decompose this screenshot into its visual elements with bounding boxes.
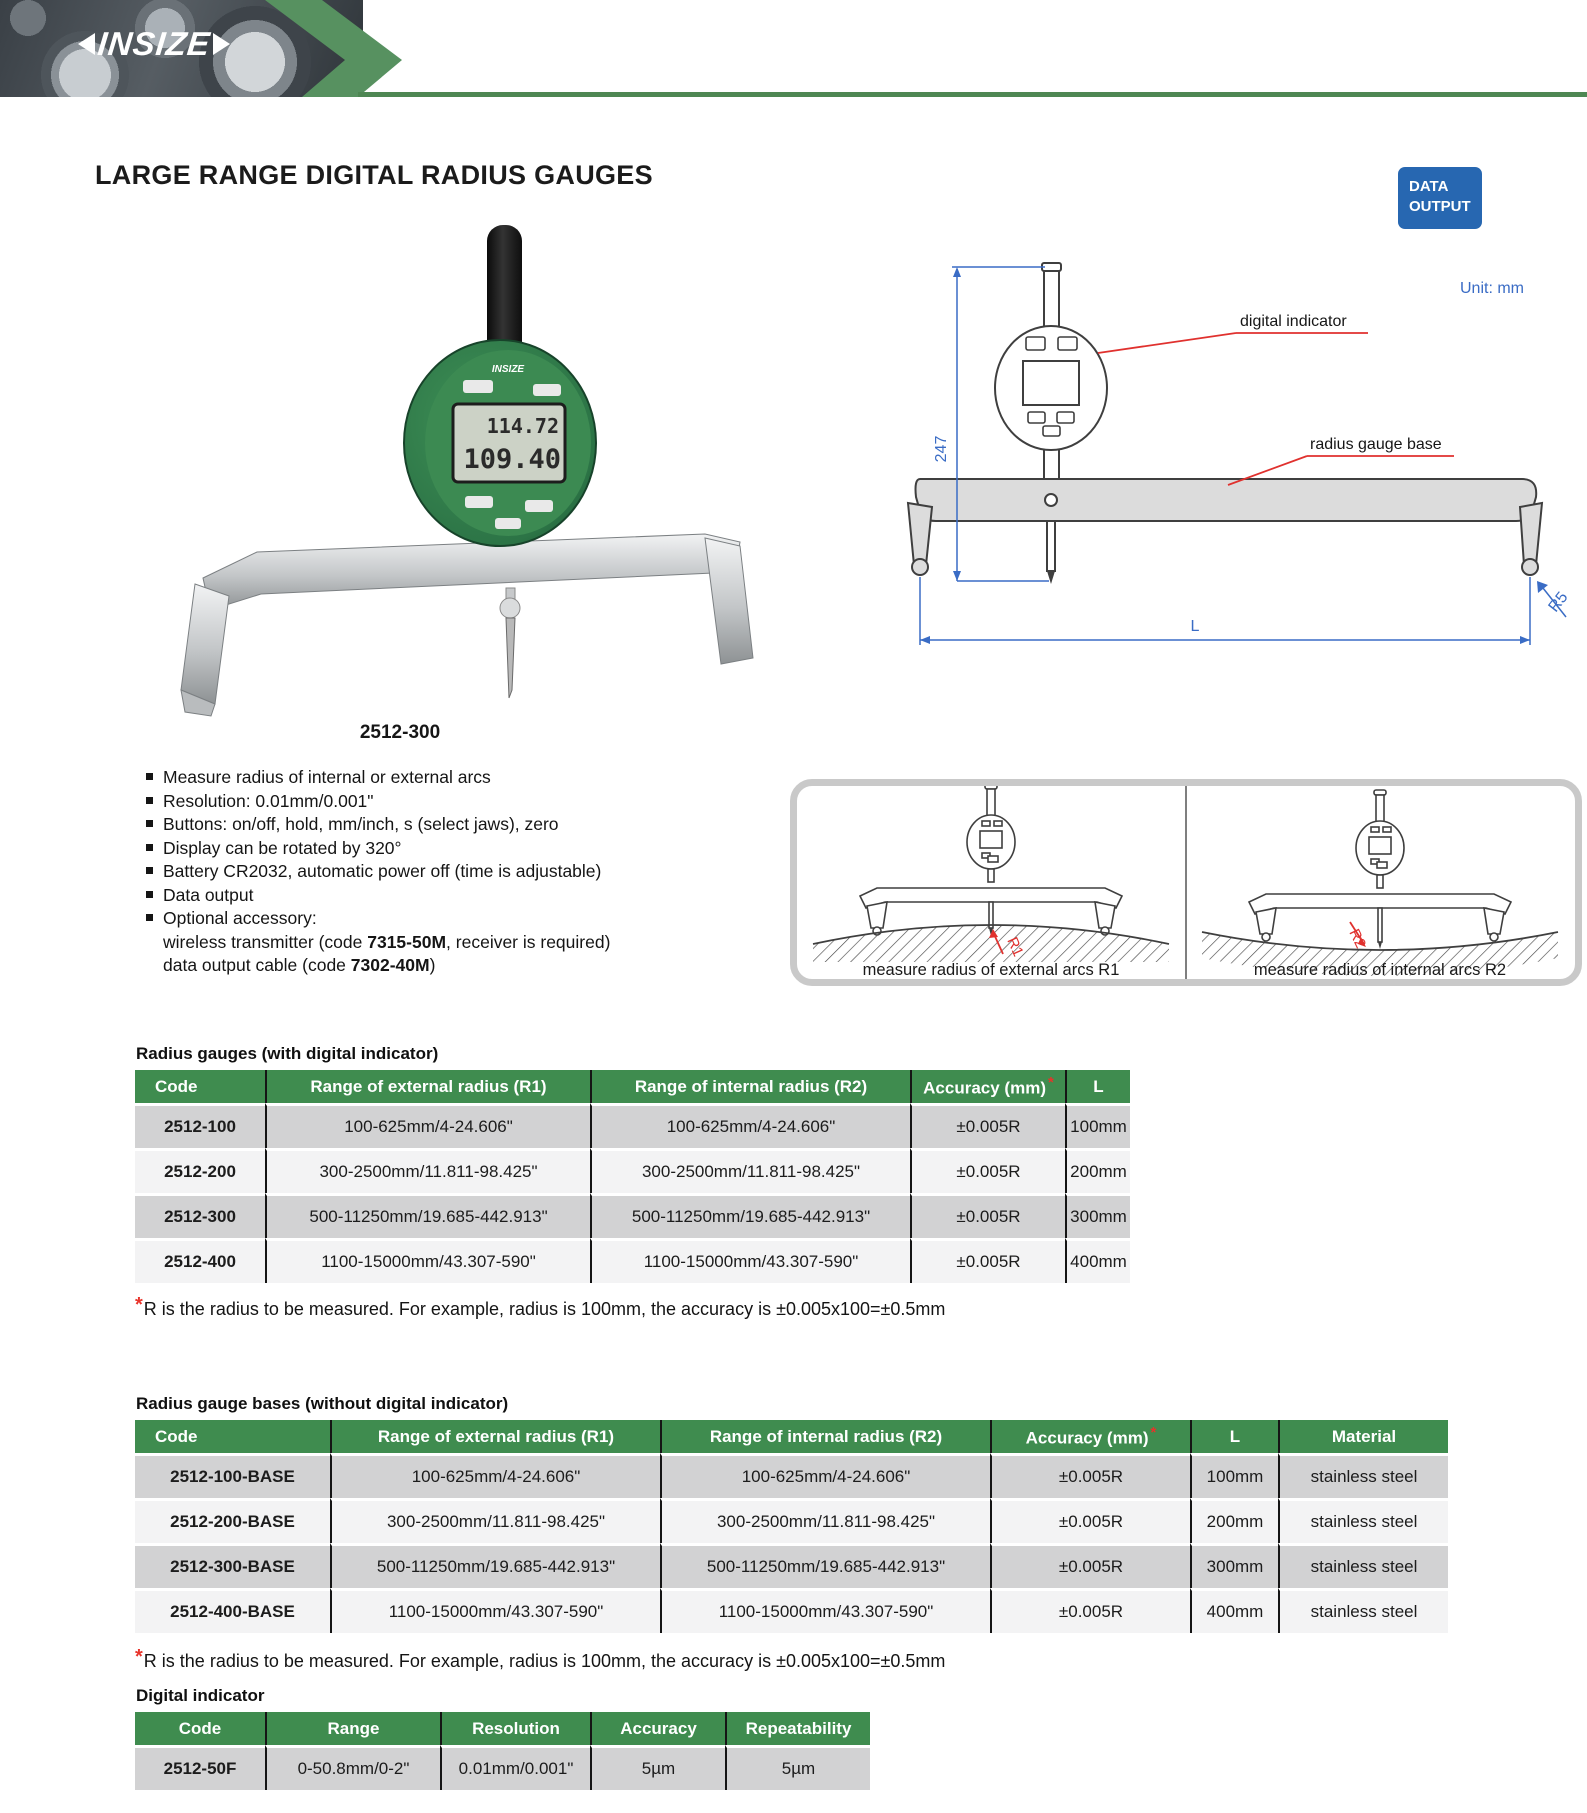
indicator-button <box>495 518 521 529</box>
feature-bullets <box>146 766 786 931</box>
internal-arc-panel <box>1202 790 1558 979</box>
gauges-footnote <box>135 1294 945 1320</box>
digital-indicator-head <box>404 340 596 546</box>
badge-line1: DATA <box>1409 178 1449 195</box>
table-cell: 1100-15000mm/43.307-590" <box>330 1588 660 1633</box>
base-label: radius gauge base <box>1310 436 1442 453</box>
badge-line2: OUTPUT <box>1409 198 1471 215</box>
bullet-square-icon <box>146 891 153 898</box>
table-row <box>135 1103 1130 1148</box>
table-cell: stainless steel <box>1278 1498 1448 1543</box>
height-dim-value: 247 <box>933 435 950 463</box>
table-cell: ±0.005R <box>990 1498 1190 1543</box>
column-header: Range of internal radius (R2) <box>590 1070 910 1103</box>
feature-item <box>146 860 786 884</box>
column-header: Resolution <box>440 1712 590 1745</box>
code-cell: 2512-300 <box>135 1193 265 1238</box>
code-cell: 2512-100 <box>135 1103 265 1148</box>
table-row <box>135 1543 1448 1588</box>
column-header: Range of external radius (R1) <box>330 1420 660 1453</box>
table-cell: 500-11250mm/19.685-442.913" <box>660 1543 990 1588</box>
table-cell: ±0.005R <box>910 1193 1065 1238</box>
feature-item <box>146 813 786 837</box>
unit-label: Unit: mm <box>1460 280 1524 297</box>
table-cell: stainless steel <box>1278 1453 1448 1498</box>
footnote-star: * <box>135 1646 143 1668</box>
column-header: Code <box>135 1420 330 1453</box>
feature-item <box>146 837 786 861</box>
usage-diagrams <box>797 786 1575 979</box>
code-cell: 2512-200-BASE <box>135 1498 330 1543</box>
accessory-code: 7315-50M <box>367 931 447 952</box>
column-header: Material <box>1278 1420 1448 1453</box>
base-callout <box>1228 436 1454 485</box>
bullet-square-icon <box>146 797 153 804</box>
footnote-text: R is the radius to be measured. For example, radius is 100mm, the accuracy is ±0.005x100=±0.5mm <box>143 1299 946 1319</box>
bullet-square-icon <box>146 844 153 851</box>
gauges-table-section <box>135 1044 1130 1283</box>
product-code-caption: 2512-300 <box>359 722 441 743</box>
column-header: L <box>1065 1070 1130 1103</box>
bullet-square-icon <box>146 867 153 874</box>
feature-item <box>146 766 786 790</box>
table-cell: stainless steel <box>1278 1588 1448 1633</box>
table-cell: 300-2500mm/11.811-98.425" <box>330 1498 660 1543</box>
logo-text: INSIZE <box>96 25 213 62</box>
table-cell: 300-2500mm/11.811-98.425" <box>265 1148 590 1193</box>
feature-item <box>146 790 786 814</box>
table-cell: 500-11250mm/19.685-442.913" <box>330 1543 660 1588</box>
accessory-code: 7302-40M <box>350 955 430 975</box>
table-cell: 5µm <box>590 1745 725 1790</box>
feature-text: Data output <box>163 884 254 905</box>
code-cell: 2512-50F <box>135 1745 265 1790</box>
table-cell: ±0.005R <box>910 1103 1065 1148</box>
column-header: Accuracy <box>590 1712 725 1745</box>
footnote-text: R is the radius to be measured. For example, radius is 100mm, the accuracy is ±0.005x100=±0.5mm <box>143 1651 946 1671</box>
table-cell: 100mm <box>1065 1103 1130 1148</box>
table-cell: 500-11250mm/19.685-442.913" <box>265 1193 590 1238</box>
accessory-line: data output cable (code 7302-40M) <box>163 955 436 975</box>
internal-arc-caption: measure radius of internal arcs R2 <box>1253 961 1507 979</box>
column-header: L <box>1190 1420 1278 1453</box>
indicator-button <box>525 500 553 512</box>
code-cell: 2512-300-BASE <box>135 1543 330 1588</box>
feature-item <box>146 884 786 908</box>
table-row <box>135 1588 1448 1633</box>
tip-radius-dimension <box>1537 581 1572 617</box>
indicator-table <box>135 1712 870 1790</box>
length-dim-value: L <box>1190 618 1200 635</box>
column-header: Range <box>265 1712 440 1745</box>
bases-footnote <box>135 1646 945 1672</box>
bullet-square-icon <box>146 820 153 827</box>
data-output-badge <box>1398 167 1482 229</box>
lcd-line1: 114.72 <box>486 414 559 438</box>
table-cell: 0.01mm/0.001" <box>440 1745 590 1790</box>
indicator-button <box>463 380 493 393</box>
column-header: Accuracy (mm) * <box>910 1070 1065 1103</box>
contact-pin <box>506 618 515 698</box>
technical-drawing <box>820 253 1587 658</box>
indicator-table-section <box>135 1686 870 1790</box>
indicator-button <box>533 384 561 396</box>
bases-table-title: Radius gauge bases (without digital indicator) <box>136 1394 509 1413</box>
column-header: Repeatability <box>725 1712 870 1745</box>
tip-radius-value: R5 <box>1545 588 1572 616</box>
feature-text: Measure radius of internal or external arcs <box>163 767 491 787</box>
table-row <box>135 1453 1448 1498</box>
gauge-base-arm <box>181 534 753 716</box>
accuracy-footnote-star: * <box>1047 1074 1054 1092</box>
table-cell: 400mm <box>1065 1238 1130 1283</box>
table-cell: ±0.005R <box>910 1148 1065 1193</box>
footnote-star: * <box>135 1294 143 1316</box>
bullet-square-icon <box>146 914 153 921</box>
table-cell: 100-625mm/4-24.606" <box>265 1103 590 1148</box>
accessory-lines <box>146 931 786 978</box>
table-cell: 200mm <box>1065 1148 1130 1193</box>
table-cell: stainless steel <box>1278 1543 1448 1588</box>
feature-list <box>146 766 786 978</box>
drawing-base <box>908 479 1542 584</box>
bases-table-section <box>135 1394 1448 1633</box>
bases-table <box>135 1420 1448 1633</box>
accessory-line: wireless transmitter (code 7315-50M, receiver is required) <box>163 931 611 952</box>
table-row <box>135 1498 1448 1543</box>
page-title: LARGE RANGE DIGITAL RADIUS GAUGES <box>95 160 653 190</box>
usage-diagram-box <box>790 779 1582 986</box>
table-cell: 0-50.8mm/0-2" <box>265 1745 440 1790</box>
indicator-callout <box>1098 313 1368 353</box>
external-arc-caption: measure radius of external arcs R1 <box>862 961 1120 979</box>
gauges-table <box>135 1070 1130 1283</box>
logo-left-arrow-icon <box>78 33 95 55</box>
code-cell: 2512-100-BASE <box>135 1453 330 1498</box>
column-header: Accuracy (mm) * <box>990 1420 1190 1453</box>
indicator-label: digital indicator <box>1240 313 1347 330</box>
column-header: Range of external radius (R1) <box>265 1070 590 1103</box>
table-cell: 100-625mm/4-24.606" <box>590 1103 910 1148</box>
indicator-logo: INSIZE <box>491 364 525 375</box>
table-cell: ±0.005R <box>990 1588 1190 1633</box>
table-cell: 5µm <box>725 1745 870 1790</box>
indicator-button <box>465 496 493 508</box>
logo-right-arrow-icon <box>213 33 230 55</box>
code-cell: 2512-200 <box>135 1148 265 1193</box>
external-arc-panel <box>813 786 1169 979</box>
table-row <box>135 1238 1130 1283</box>
table-cell: 300-2500mm/11.811-98.425" <box>590 1148 910 1193</box>
table-cell: ±0.005R <box>990 1453 1190 1498</box>
table-cell: 1100-15000mm/43.307-590" <box>590 1238 910 1283</box>
table-cell: 200mm <box>1190 1498 1278 1543</box>
feature-text: Resolution: 0.01mm/0.001" <box>163 790 374 811</box>
drawing-indicator <box>995 326 1107 450</box>
table-cell: 100-625mm/4-24.606" <box>330 1453 660 1498</box>
table-cell: 1100-15000mm/43.307-590" <box>265 1238 590 1283</box>
accuracy-footnote-star: * <box>1150 1424 1157 1442</box>
table-cell: ±0.005R <box>910 1238 1065 1283</box>
insize-logo <box>78 27 230 60</box>
table-cell: 400mm <box>1190 1588 1278 1633</box>
table-cell: 500-11250mm/19.685-442.913" <box>590 1193 910 1238</box>
table-cell: 300mm <box>1065 1193 1130 1238</box>
code-cell: 2512-400 <box>135 1238 265 1283</box>
feature-text: Display can be rotated by 320° <box>163 837 402 858</box>
header-divider-line <box>358 92 1587 97</box>
length-dimension <box>920 577 1530 645</box>
bullet-square-icon <box>146 773 153 780</box>
feature-text: Battery CR2032, automatic power off (time is adjustable) <box>163 861 602 881</box>
feature-text: Optional accessory: <box>163 908 317 928</box>
table-cell: 1100-15000mm/43.307-590" <box>660 1588 990 1633</box>
table-cell: 100-625mm/4-24.606" <box>660 1453 990 1498</box>
lcd-line2: 109.40 <box>463 444 561 475</box>
external-radius-label: R1 <box>1003 934 1027 960</box>
table-cell: 300-2500mm/11.811-98.425" <box>660 1498 990 1543</box>
product-photo <box>165 212 775 720</box>
code-cell: 2512-400-BASE <box>135 1588 330 1633</box>
gauges-table-title: Radius gauges (with digital indicator) <box>136 1044 439 1063</box>
feature-item <box>146 907 786 931</box>
column-header: Code <box>135 1712 265 1745</box>
table-row <box>135 1193 1130 1238</box>
feature-text: Buttons: on/off, hold, mm/inch, s (select jaws), zero <box>163 814 559 834</box>
indicator-table-title: Digital indicator <box>136 1686 265 1705</box>
table-cell: ±0.005R <box>990 1543 1190 1588</box>
column-header: Range of internal radius (R2) <box>660 1420 990 1453</box>
column-header: Code <box>135 1070 265 1103</box>
table-cell: 300mm <box>1190 1543 1278 1588</box>
table-row <box>135 1745 870 1790</box>
internal-radius-label: R2 <box>1345 926 1370 951</box>
table-cell: 100mm <box>1190 1453 1278 1498</box>
table-row <box>135 1148 1130 1193</box>
